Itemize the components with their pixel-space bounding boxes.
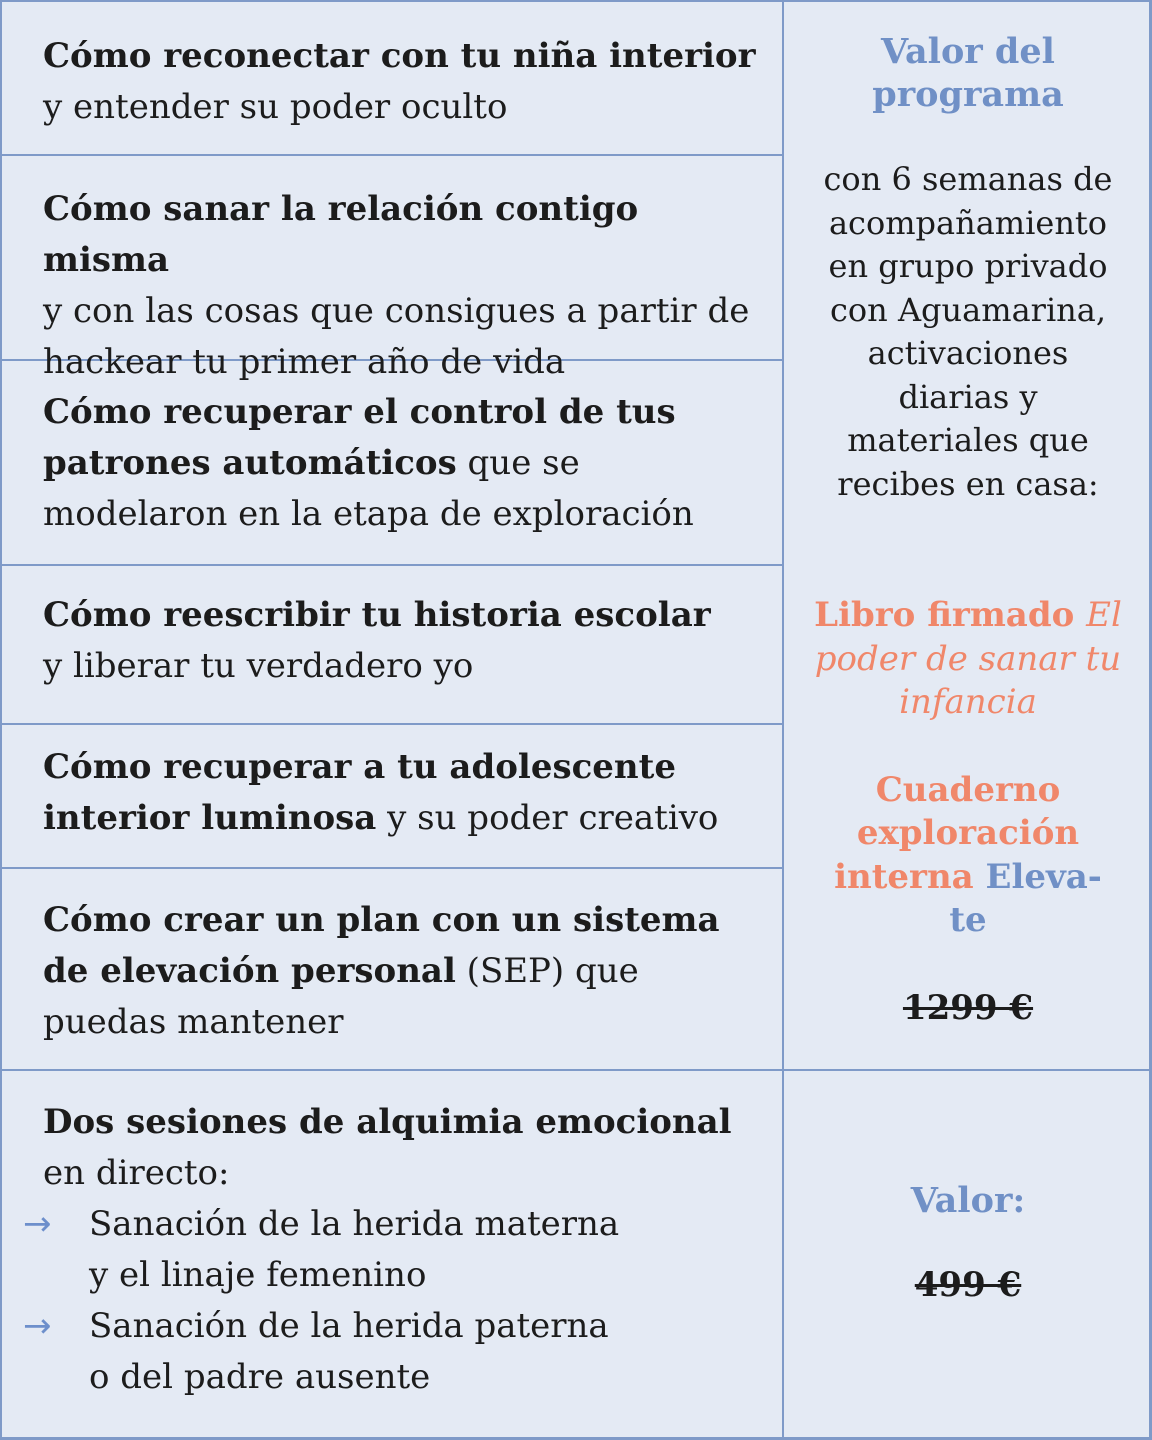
session-bullet	[23, 1199, 763, 1301]
feature-row	[0, 742, 783, 844]
feature-title: Cómo sanar la relación contigo misma	[43, 189, 639, 280]
sessions-old-price: 499 €	[914, 1265, 1022, 1305]
program-value-cell	[784, 30, 1152, 1030]
feature-text: que se modelaron en la etapa de exploración	[43, 443, 694, 534]
sessions-value-cell	[784, 1178, 1152, 1308]
row-divider	[0, 723, 783, 725]
feature-row	[0, 31, 783, 133]
feature-title: Cómo recuperar a tu adolescente interior luminosa	[43, 747, 676, 838]
border-top	[0, 0, 1152, 2]
session-bullet-line: Sanación de la herida materna	[89, 1204, 620, 1244]
session-bullet-line: y el linaje femenino	[89, 1255, 427, 1295]
feature-text: y su poder creativo	[376, 798, 719, 838]
session-bullet-line: Sanación de la herida paterna	[89, 1306, 609, 1346]
row-divider	[0, 867, 783, 869]
feature-row	[0, 184, 783, 388]
session-bullet	[23, 1301, 763, 1403]
book-title: El poder de sanar tu infancia	[814, 595, 1122, 722]
notebook-item	[784, 769, 1152, 943]
feature-title: Cómo crear un plan con un sistema de elevación personal	[43, 900, 720, 991]
feature-row	[0, 387, 783, 540]
arrow-right-icon: →	[23, 1306, 52, 1346]
notebook-label: Cuaderno exploración interna	[834, 769, 1080, 897]
sessions-row	[0, 1097, 783, 1403]
feature-title: Cómo recuperar el control de tus patrones automáticos	[43, 392, 676, 483]
feature-text: y con las cosas que consigues a partir de hackear tu primer año de vida	[43, 291, 750, 382]
feature-title: Cómo reescribir tu historia escolar	[43, 595, 711, 635]
book-label: Libro firmado	[814, 595, 1087, 635]
feature-text: y entender su poder oculto	[43, 87, 508, 127]
program-value-description: con 6 semanas de acompañamiento en grupo privado con Aguamarina, activaciones diarias y materiales que recibes en casa:	[823, 160, 1113, 503]
sessions-value-label: Valor:	[910, 1180, 1026, 1221]
program-value-heading: Valor del programa	[872, 31, 1064, 115]
section-divider	[0, 1069, 1152, 1071]
arrow-right-icon: →	[23, 1204, 52, 1244]
feature-text: y liberar tu verdadero yo	[43, 646, 474, 686]
feature-row	[0, 895, 783, 1048]
sessions-title: Dos sesiones de alquimia emocional	[43, 1102, 732, 1142]
session-bullet-line: o del padre ausente	[89, 1357, 431, 1397]
sessions-text: en directo:	[43, 1153, 230, 1193]
row-divider	[0, 154, 783, 156]
row-divider	[0, 564, 783, 566]
notebook-brand: Eleva-te	[949, 856, 1102, 940]
book-item	[784, 594, 1152, 725]
program-old-price: 1299 €	[902, 987, 1034, 1028]
feature-row	[0, 590, 783, 692]
feature-text: (SEP) que puedas mantener	[43, 951, 639, 1042]
feature-title: Cómo reconectar con tu niña interior	[43, 36, 756, 76]
